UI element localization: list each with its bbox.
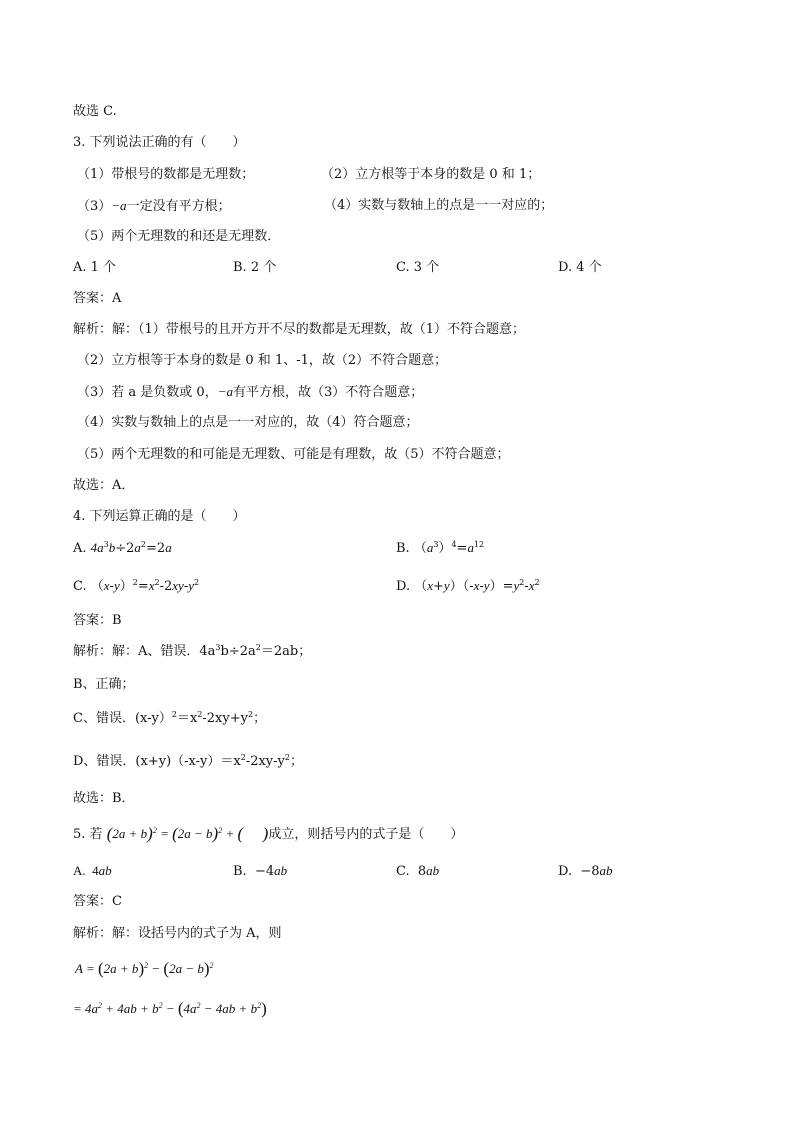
q5-stem bbox=[73, 825, 463, 844]
q3-option-d: D. 4 个 bbox=[558, 260, 602, 275]
q3-analysis-5: （5）两个无理数的和可能是无理数、可能是有理数，故（5）不符合题意； bbox=[77, 447, 510, 462]
q3-analysis-1: 解析：解：（1）带根号的且开方开不尽的数都是无理数，故（1）不符合题意； bbox=[73, 322, 526, 337]
q4-stem: 4. 下列运算正确的是（ ） bbox=[73, 509, 246, 524]
q3-statement-2: （2）立方根等于本身的数是 0 和 1； bbox=[321, 167, 541, 182]
q5-equation: $(2a + b)^2 = (2a - b)^2$ + ( ) bbox=[106, 824, 269, 843]
q3-s3-math: −a bbox=[111, 198, 127, 213]
q5-option-b: B. −4ab bbox=[233, 863, 288, 879]
q5-option-d: D. −8ab bbox=[558, 863, 613, 879]
q3-statement-1: （1）带根号的数都是无理数； bbox=[77, 167, 255, 182]
q5-answer: 答案：C bbox=[73, 894, 122, 909]
q4-option-a: A. $4a^3b\div 2a^2=2a$ bbox=[73, 540, 172, 556]
q3-a3-suffix: 有平方根，故（3）不符合题意； bbox=[232, 385, 424, 400]
q3-statement-5: （5）两个无理数的和还是无理数． bbox=[77, 229, 281, 244]
q3-s3-prefix: （3） bbox=[77, 199, 112, 214]
q4-final: 故选：B． bbox=[73, 791, 135, 806]
q3-final: 故选：A． bbox=[73, 478, 135, 493]
q3-stem: 3. 下列说法正确的有（ ） bbox=[73, 135, 246, 150]
q3-option-a: A. 1 个 bbox=[73, 260, 117, 275]
q5-suffix: 成立，则括号内的式子是（ ） bbox=[268, 827, 464, 842]
q5-option-c: C. 8ab bbox=[396, 863, 440, 879]
q3-statement-3 bbox=[77, 197, 231, 216]
q4-analysis-1: 解析：解：A、错误．$4a^3b\div 2a^2=2ab$； bbox=[73, 643, 312, 659]
q4-option-c: C. $(x-y)^2=x^2-2xy-y^2$ bbox=[73, 578, 200, 594]
q3-analysis-2: （2）立方根等于本身的数是 0 和 1、-1，故（2）不符合题意； bbox=[77, 353, 448, 368]
q4-option-d: D. $(x+y)(-x-y)=y^2-x^2$ bbox=[396, 578, 540, 594]
q4-option-b: B. $(a^3)^4=a^{12}$ bbox=[396, 540, 485, 556]
q3-a3-prefix: （3）若 a 是负数或 0， bbox=[77, 385, 218, 400]
q5-prefix: 5. 若 bbox=[73, 827, 103, 842]
q3-s3-suffix: 一定没有平方根； bbox=[126, 199, 231, 214]
q3-option-b: B. 2 个 bbox=[233, 260, 277, 275]
q5-analysis-1: 解析：解：设括号内的式子为 A，则 bbox=[73, 926, 282, 941]
line-q2-final: 故选 C. bbox=[73, 104, 117, 119]
q3-statement-4: （4）实数与数轴上的点是一一对应的； bbox=[324, 198, 554, 213]
q3-analysis-4: （4）实数与数轴上的点是一一对应的，故（4）符合题意； bbox=[77, 415, 419, 430]
q5-option-a: A. 4ab bbox=[73, 863, 112, 878]
q4-answer: 答案：B bbox=[73, 613, 122, 628]
q3-a3-math: −a bbox=[217, 384, 233, 399]
q5-analysis-eq2: = $4a^2 + 4ab + b^2 - (4a^2 - 4ab + b^2)$ bbox=[73, 999, 267, 1018]
q5-analysis-eq1: $A = (2a + b)^2 - (2a - b)^2$ bbox=[75, 959, 214, 978]
q4-analysis-4: D、错误．$(x+y)(-x-y)=x^2-2xy-y^2$； bbox=[73, 753, 303, 769]
q4-analysis-2: B、正确； bbox=[73, 677, 135, 692]
q4-analysis-3: C、错误．$(x-y)^2=x^2-2xy+y^2$； bbox=[73, 710, 267, 726]
q3-option-c: C. 3 个 bbox=[396, 260, 440, 275]
q3-answer: 答案：A bbox=[73, 291, 122, 306]
q3-analysis-3 bbox=[77, 383, 423, 402]
